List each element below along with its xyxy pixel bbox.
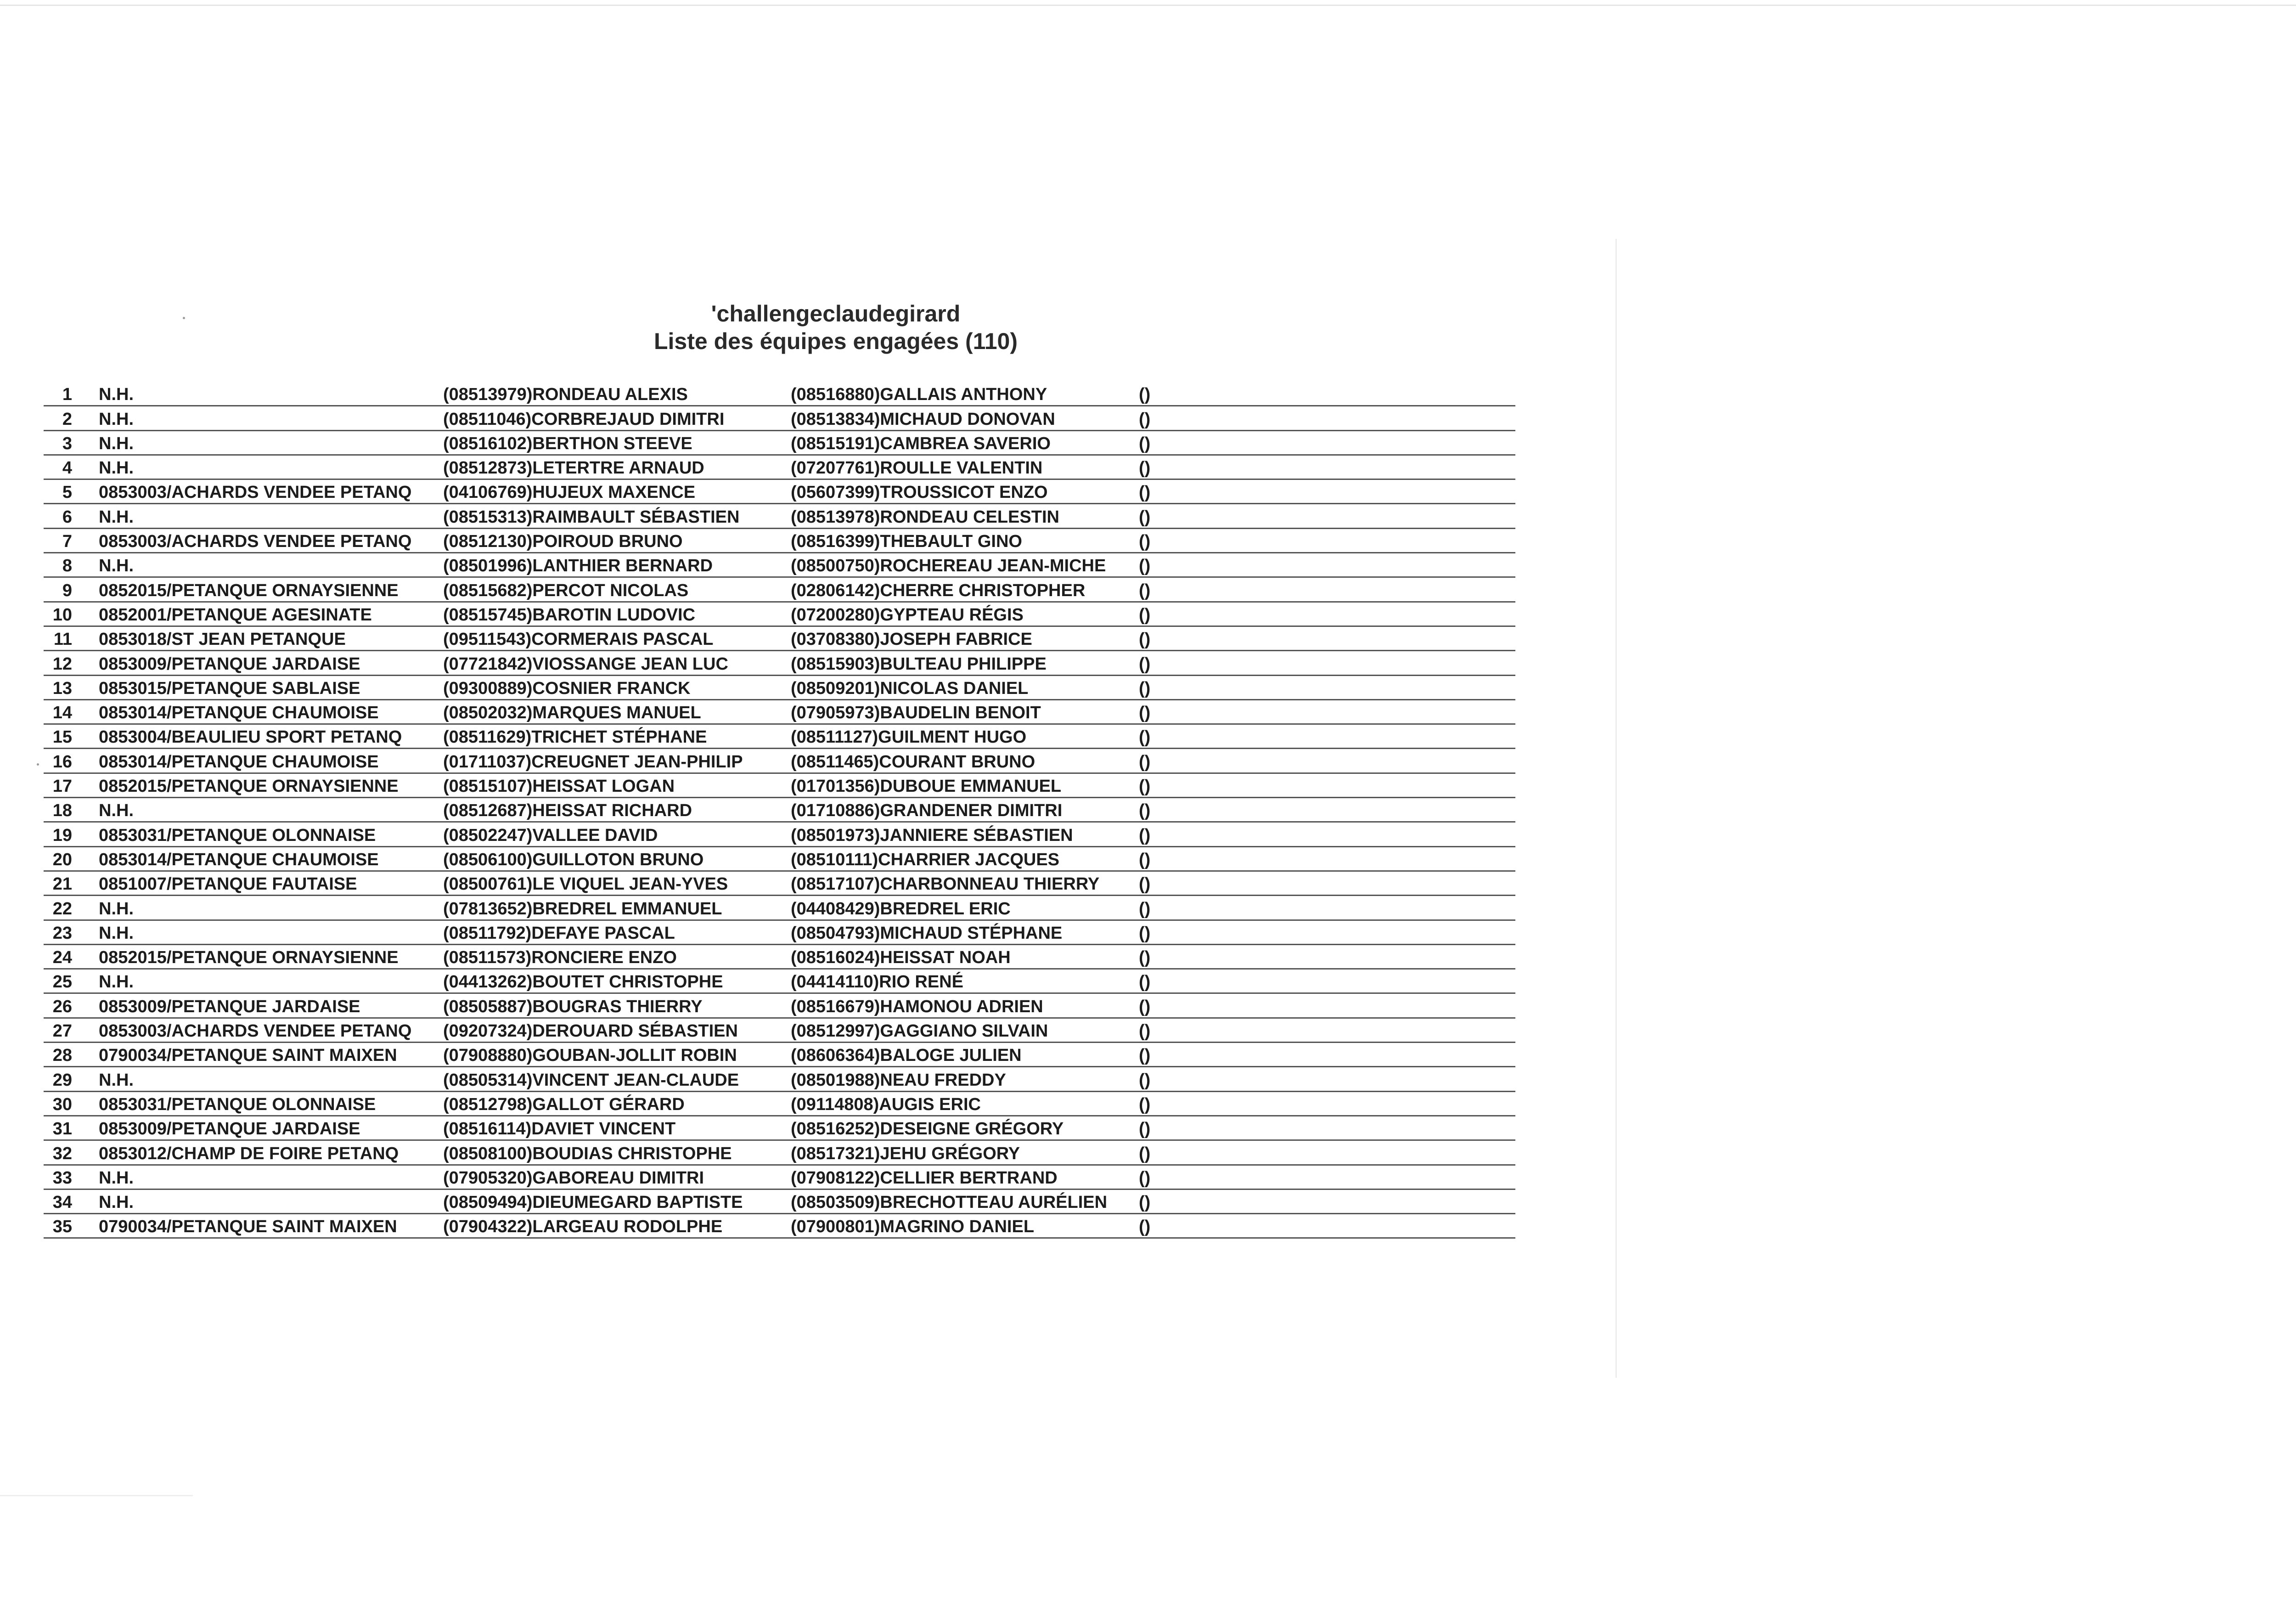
table-row: [44, 529, 1515, 553]
team-club: 0852001/PETANQUE AGESINATE: [99, 605, 372, 625]
table-row: [44, 749, 1515, 773]
player-1: (01711037)CREUGNET JEAN-PHILIP: [443, 752, 743, 772]
player-1: (07905320)GABOREAU DIMITRI: [443, 1168, 704, 1188]
table-row: [44, 382, 1515, 406]
player-2: (08509201)NICOLAS DANIEL: [791, 678, 1029, 698]
player-1: (08505314)VINCENT JEAN-CLAUDE: [443, 1070, 739, 1090]
player-3: (): [1139, 654, 1151, 674]
player-3: (): [1139, 1119, 1151, 1139]
player-2: (08511127)GUILMENT HUGO: [791, 727, 1027, 747]
team-club: N.H.: [99, 507, 134, 527]
player-1: (08512798)GALLOT GÉRARD: [443, 1094, 685, 1114]
player-3: (): [1139, 850, 1151, 869]
team-club: 0790034/PETANQUE SAINT MAIXEN: [99, 1217, 397, 1237]
team-club: N.H.: [99, 923, 134, 943]
player-1: (08502247)VALLEE DAVID: [443, 825, 658, 845]
player-2: (04414110)RIO RENÉ: [791, 972, 963, 992]
player-2: (08511465)COURANT BRUNO: [791, 752, 1035, 772]
player-1: (09511543)CORMERAIS PASCAL: [443, 630, 714, 649]
team-number: 5: [62, 483, 72, 502]
player-1: (08512130)POIROUD BRUNO: [443, 532, 683, 552]
scan-edge-bottom: [0, 1495, 193, 1496]
player-2: (08501973)JANNIERE SÉBASTIEN: [791, 825, 1073, 845]
player-2: (01701356)DUBOUE EMMANUEL: [791, 777, 1062, 796]
player-3: (): [1139, 605, 1151, 625]
team-number: 29: [52, 1070, 72, 1090]
scan-speck: [37, 763, 39, 766]
team-number: 25: [52, 972, 72, 992]
team-club: 0853009/PETANQUE JARDAISE: [99, 997, 360, 1016]
team-number: 17: [52, 777, 72, 796]
player-2: (04408429)BREDREL ERIC: [791, 899, 1011, 919]
team-club: 0853014/PETANQUE CHAUMOISE: [99, 850, 379, 869]
player-2: (08503509)BRECHOTTEAU AURÉLIEN: [791, 1193, 1108, 1212]
player-3: (): [1139, 556, 1151, 576]
team-club: 0853014/PETANQUE CHAUMOISE: [99, 703, 379, 723]
player-3: (): [1139, 948, 1151, 968]
player-1: (09207324)DEROUARD SÉBASTIEN: [443, 1021, 738, 1041]
player-3: (): [1139, 630, 1151, 649]
team-club: 0853003/ACHARDS VENDEE PETANQ: [99, 483, 412, 502]
table-row: [44, 921, 1515, 945]
team-number: 2: [62, 409, 72, 429]
team-club: N.H.: [99, 801, 134, 821]
player-1: (08516102)BERTHON STEEVE: [443, 434, 692, 453]
player-3: (): [1139, 1217, 1151, 1237]
player-2: (09114808)AUGIS ERIC: [791, 1094, 981, 1114]
table-row: [44, 798, 1515, 823]
scan-speck: [183, 317, 185, 319]
player-2: (08517107)CHARBONNEAU THIERRY: [791, 874, 1100, 894]
player-2: (02806142)CHERRE CHRISTOPHER: [791, 581, 1086, 600]
player-1: (04413262)BOUTET CHRISTOPHE: [443, 972, 723, 992]
table-row: [44, 553, 1515, 578]
scan-edge-top: [0, 5, 2296, 6]
document-title: 'challengeclaudegirard: [711, 301, 961, 327]
player-2: (08504793)MICHAUD STÉPHANE: [791, 923, 1063, 943]
team-number: 33: [52, 1168, 72, 1188]
player-2: (08606364)BALOGE JULIEN: [791, 1046, 1022, 1065]
player-3: (): [1139, 703, 1151, 723]
player-2: (03708380)JOSEPH FABRICE: [791, 630, 1032, 649]
player-3: (): [1139, 825, 1151, 845]
player-1: (08502032)MARQUES MANUEL: [443, 703, 701, 723]
player-2: (08516880)GALLAIS ANTHONY: [791, 385, 1047, 405]
table-row: [44, 1092, 1515, 1116]
table-row: [44, 578, 1515, 602]
player-3: (): [1139, 458, 1151, 478]
table-row: [44, 431, 1515, 456]
player-1: (07721842)VIOSSANGE JEAN LUC: [443, 654, 728, 674]
team-number: 20: [52, 850, 72, 869]
player-1: (08516114)DAVIET VINCENT: [443, 1119, 676, 1139]
team-number: 7: [62, 532, 72, 552]
player-3: (): [1139, 801, 1151, 821]
player-1: (07908880)GOUBAN-JOLLIT ROBIN: [443, 1046, 737, 1065]
table-row: [44, 774, 1515, 798]
player-1: (08512873)LETERTRE ARNAUD: [443, 458, 704, 478]
table-row: [44, 627, 1515, 651]
player-3: (): [1139, 581, 1151, 600]
player-2: (08501988)NEAU FREDDY: [791, 1070, 1006, 1090]
team-number: 27: [52, 1021, 72, 1041]
player-1: (08512687)HEISSAT RICHARD: [443, 801, 692, 821]
table-row: [44, 945, 1515, 969]
player-2: (08516679)HAMONOU ADRIEN: [791, 997, 1043, 1016]
player-1: (08511792)DEFAYE PASCAL: [443, 923, 675, 943]
player-3: (): [1139, 1193, 1151, 1212]
table-row: [44, 823, 1515, 847]
table-row: [44, 1067, 1515, 1092]
team-club: N.H.: [99, 385, 134, 405]
team-number: 24: [52, 948, 72, 968]
player-2: (08517321)JEHU GRÉGORY: [791, 1144, 1020, 1163]
team-club: N.H.: [99, 458, 134, 478]
player-1: (08513979)RONDEAU ALEXIS: [443, 385, 688, 405]
player-1: (08509494)DIEUMEGARD BAPTISTE: [443, 1193, 743, 1212]
team-club: 0853009/PETANQUE JARDAISE: [99, 1119, 360, 1139]
team-number: 14: [52, 703, 72, 723]
player-2: (08516399)THEBAULT GINO: [791, 532, 1022, 552]
team-club: 0853009/PETANQUE JARDAISE: [99, 654, 360, 674]
team-number: 28: [52, 1046, 72, 1065]
table-row: [44, 700, 1515, 725]
player-2: (08510111)CHARRIER JACQUES: [791, 850, 1060, 869]
team-number: 34: [52, 1193, 72, 1212]
player-3: (): [1139, 434, 1151, 453]
player-3: (): [1139, 777, 1151, 796]
player-3: (): [1139, 1070, 1151, 1090]
player-2: (08516024)HEISSAT NOAH: [791, 948, 1011, 968]
table-row: [44, 456, 1515, 480]
team-club: N.H.: [99, 434, 134, 453]
player-3: (): [1139, 972, 1151, 992]
player-2: (05607399)TROUSSICOT ENZO: [791, 483, 1048, 502]
team-number: 3: [62, 434, 72, 453]
player-2: (08515903)BULTEAU PHILIPPE: [791, 654, 1047, 674]
table-row: [44, 969, 1515, 994]
team-number: 11: [53, 630, 72, 649]
team-number: 21: [52, 874, 72, 894]
table-row: [44, 872, 1515, 896]
player-1: (07904322)LARGEAU RODOLPHE: [443, 1217, 723, 1237]
team-club: 0852015/PETANQUE ORNAYSIENNE: [99, 777, 399, 796]
team-number: 26: [52, 997, 72, 1016]
team-club: N.H.: [99, 972, 134, 992]
table-row: [44, 1043, 1515, 1067]
table-row: [44, 603, 1515, 627]
player-1: (09300889)COSNIER FRANCK: [443, 678, 691, 698]
table-row: [44, 406, 1515, 431]
player-1: (08501996)LANTHIER BERNARD: [443, 556, 713, 576]
team-club: 0853003/ACHARDS VENDEE PETANQ: [99, 532, 412, 552]
team-number: 12: [52, 654, 72, 674]
team-number: 23: [52, 923, 72, 943]
player-2: (08516252)DESEIGNE GRÉGORY: [791, 1119, 1064, 1139]
player-3: (): [1139, 1046, 1151, 1065]
table-row: [44, 1019, 1515, 1043]
player-3: (): [1139, 409, 1151, 429]
team-club: 0853014/PETANQUE CHAUMOISE: [99, 752, 379, 772]
team-club: N.H.: [99, 1070, 134, 1090]
player-2: (08512997)GAGGIANO SILVAIN: [791, 1021, 1048, 1041]
team-number: 22: [52, 899, 72, 919]
player-2: (07908122)CELLIER BERTRAND: [791, 1168, 1058, 1188]
table-row: [44, 725, 1515, 749]
table-row: [44, 1190, 1515, 1214]
scan-edge-right: [1615, 239, 1617, 1378]
team-club: N.H.: [99, 1193, 134, 1212]
player-3: (): [1139, 923, 1151, 943]
team-club: 0853018/ST JEAN PETANQUE: [99, 630, 346, 649]
player-1: (08508100)BOUDIAS CHRISTOPHE: [443, 1144, 732, 1163]
table-row: [44, 1116, 1515, 1141]
player-3: (): [1139, 727, 1151, 747]
team-club: N.H.: [99, 1168, 134, 1188]
player-3: (): [1139, 1168, 1151, 1188]
team-number: 30: [52, 1094, 72, 1114]
player-2: (08513834)MICHAUD DONOVAN: [791, 409, 1055, 429]
player-3: (): [1139, 752, 1151, 772]
team-club: 0852015/PETANQUE ORNAYSIENNE: [99, 581, 399, 600]
team-number: 9: [62, 581, 72, 600]
team-club: 0853004/BEAULIEU SPORT PETANQ: [99, 727, 402, 747]
team-number: 13: [52, 678, 72, 698]
team-number: 19: [52, 825, 72, 845]
player-3: (): [1139, 483, 1151, 502]
player-1: (08511046)CORBREJAUD DIMITRI: [443, 409, 725, 429]
team-club: 0790034/PETANQUE SAINT MAIXEN: [99, 1046, 397, 1065]
team-number: 32: [52, 1144, 72, 1163]
player-3: (): [1139, 874, 1151, 894]
table-row: [44, 1141, 1515, 1165]
document-subtitle: Liste des équipes engagées (110): [654, 328, 1018, 354]
team-club: 0853015/PETANQUE SABLAISE: [99, 678, 360, 698]
table-row: [44, 896, 1515, 920]
player-1: (08511629)TRICHET STÉPHANE: [443, 727, 707, 747]
player-2: (07900801)MAGRINO DANIEL: [791, 1217, 1035, 1237]
table-row: [44, 1214, 1515, 1239]
table-row: [44, 504, 1515, 529]
player-1: (07813652)BREDREL EMMANUEL: [443, 899, 722, 919]
player-1: (08511573)RONCIERE ENZO: [443, 948, 677, 968]
player-2: (08515191)CAMBREA SAVERIO: [791, 434, 1051, 453]
player-2: (08513978)RONDEAU CELESTIN: [791, 507, 1059, 527]
player-1: (08505887)BOUGRAS THIERRY: [443, 997, 703, 1016]
player-3: (): [1139, 997, 1151, 1016]
player-1: (08515682)PERCOT NICOLAS: [443, 581, 689, 600]
player-1: (08515745)BAROTIN LUDOVIC: [443, 605, 696, 625]
team-number: 8: [62, 556, 72, 576]
player-3: (): [1139, 532, 1151, 552]
team-club: 0853012/CHAMP DE FOIRE PETANQ: [99, 1144, 399, 1163]
player-3: (): [1139, 678, 1151, 698]
teams-table: [44, 382, 1515, 1239]
team-club: 0851007/PETANQUE FAUTAISE: [99, 874, 357, 894]
player-1: (08515107)HEISSAT LOGAN: [443, 777, 675, 796]
player-3: (): [1139, 1094, 1151, 1114]
team-number: 16: [52, 752, 72, 772]
player-2: (07200280)GYPTEAU RÉGIS: [791, 605, 1024, 625]
player-2: (07207761)ROULLE VALENTIN: [791, 458, 1043, 478]
team-club: 0853031/PETANQUE OLONNAISE: [99, 825, 376, 845]
player-3: (): [1139, 1144, 1151, 1163]
table-row: [44, 847, 1515, 872]
player-2: (07905973)BAUDELIN BENOIT: [791, 703, 1041, 723]
table-row: [44, 1166, 1515, 1190]
player-1: (08506100)GUILLOTON BRUNO: [443, 850, 704, 869]
team-number: 18: [52, 801, 72, 821]
team-number: 1: [62, 385, 72, 405]
team-club: N.H.: [99, 409, 134, 429]
team-club: N.H.: [99, 556, 134, 576]
player-1: (08500761)LE VIQUEL JEAN-YVES: [443, 874, 728, 894]
player-3: (): [1139, 899, 1151, 919]
team-club: 0853031/PETANQUE OLONNAISE: [99, 1094, 376, 1114]
table-row: [44, 676, 1515, 700]
team-number: 35: [52, 1217, 72, 1237]
player-2: (08500750)ROCHEREAU JEAN-MICHE: [791, 556, 1106, 576]
player-3: (): [1139, 507, 1151, 527]
team-club: 0852015/PETANQUE ORNAYSIENNE: [99, 948, 399, 968]
team-number: 4: [62, 458, 72, 478]
team-number: 6: [62, 507, 72, 527]
table-row: [44, 480, 1515, 504]
team-club: 0853003/ACHARDS VENDEE PETANQ: [99, 1021, 412, 1041]
table-row: [44, 994, 1515, 1018]
team-number: 15: [52, 727, 72, 747]
team-number: 31: [52, 1119, 72, 1139]
player-1: (04106769)HUJEUX MAXENCE: [443, 483, 696, 502]
team-club: N.H.: [99, 899, 134, 919]
table-row: [44, 651, 1515, 676]
player-1: (08515313)RAIMBAULT SÉBASTIEN: [443, 507, 740, 527]
player-2: (01710886)GRANDENER DIMITRI: [791, 801, 1063, 821]
player-3: (): [1139, 1021, 1151, 1041]
player-3: (): [1139, 385, 1151, 405]
team-number: 10: [52, 605, 72, 625]
